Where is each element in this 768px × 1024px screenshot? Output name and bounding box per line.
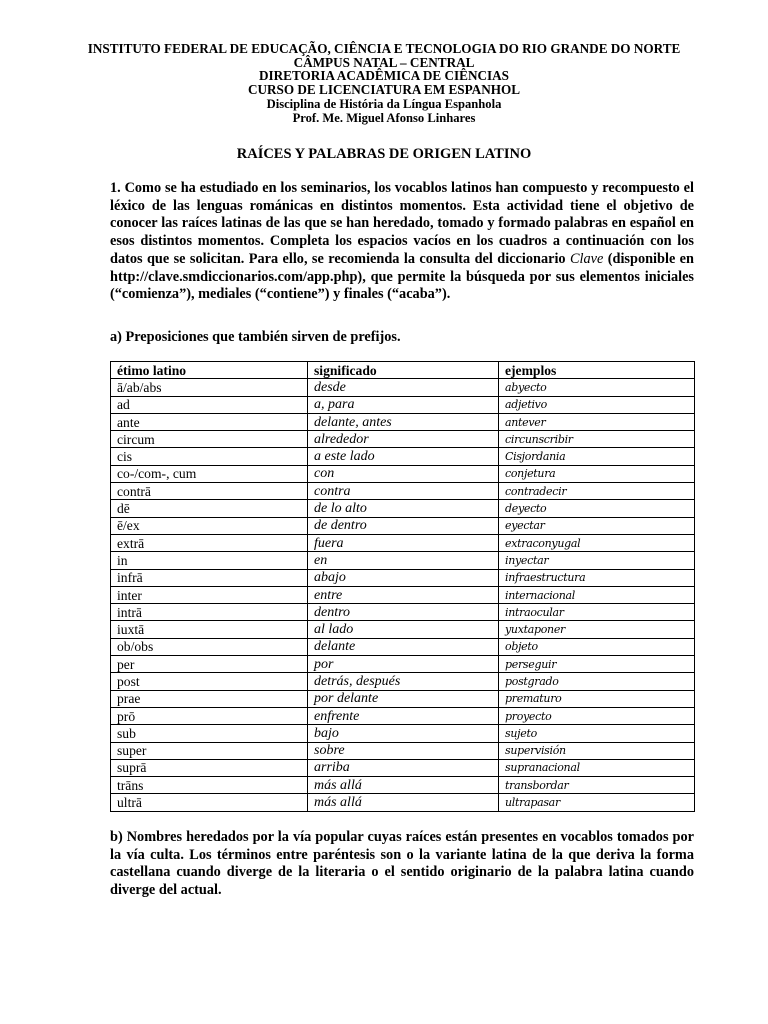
table-row xyxy=(111,431,695,448)
etymon-cell: infrā xyxy=(111,569,308,586)
etymon-cell: per xyxy=(111,656,308,673)
meaning-cell: desde xyxy=(308,379,499,396)
meaning-cell: a este lado xyxy=(308,448,499,465)
example-cell: conjetura xyxy=(499,465,695,482)
meaning-cell: sobre xyxy=(308,742,499,759)
table-header-row xyxy=(111,362,695,379)
meaning-cell: de dentro xyxy=(308,517,499,534)
table-row xyxy=(111,517,695,534)
etymon-cell: cis xyxy=(111,448,308,465)
table-body xyxy=(111,379,695,811)
meaning-cell: entre xyxy=(308,586,499,603)
table-row xyxy=(111,413,695,430)
table-row xyxy=(111,794,695,811)
etymon-cell: intrā xyxy=(111,604,308,621)
meaning-cell: al lado xyxy=(308,621,499,638)
example-cell: supervisión xyxy=(499,742,695,759)
meaning-cell: contra xyxy=(308,483,499,500)
table-row xyxy=(111,742,695,759)
meaning-cell: alrededor xyxy=(308,431,499,448)
campus-name: CÂMPUS NATAL – CENTRAL xyxy=(293,54,475,70)
table-row xyxy=(111,379,695,396)
etymon-cell: post xyxy=(111,673,308,690)
meaning-cell: con xyxy=(308,465,499,482)
etymon-cell: ā/ab/abs xyxy=(111,379,308,396)
example-cell: sujeto xyxy=(499,725,695,742)
example-cell: infraestructura xyxy=(499,569,695,586)
table-row xyxy=(111,656,695,673)
professor-name: Prof. Me. Miguel Afonso Linhares xyxy=(292,110,476,125)
example-cell: intraocular xyxy=(499,604,695,621)
section-b-paragraph: b) Nombres heredados por la vía popular cuyas raíces están presentes en vocablos tomados por la vía culta. Los términos entre paréntesis son o la variante latina de la que deriva la forma castellana cuando diverge de la literaria o el sentido originario de la palabra latina cuando diverge del actual. xyxy=(110,829,694,899)
etymon-cell: ante xyxy=(111,413,308,430)
etymon-cell: trāns xyxy=(111,777,308,794)
table-row xyxy=(111,673,695,690)
etymon-cell: ē/ex xyxy=(111,517,308,534)
etymon-cell: ad xyxy=(111,396,308,413)
meaning-cell: por delante xyxy=(308,690,499,707)
table-row xyxy=(111,777,695,794)
table-row xyxy=(111,759,695,776)
example-cell: abyecto xyxy=(499,379,695,396)
table-row xyxy=(111,725,695,742)
column-header-etymon: étimo latino xyxy=(111,362,308,379)
table-row xyxy=(111,621,695,638)
example-cell: postgrado xyxy=(499,673,695,690)
example-cell: eyectar xyxy=(499,517,695,534)
example-cell: circunscribir xyxy=(499,431,695,448)
example-cell: objeto xyxy=(499,638,695,655)
course-name: CURSO DE LICENCIATURA EM ESPANHOL xyxy=(247,82,521,98)
example-cell: yuxtaponer xyxy=(499,621,695,638)
table-row xyxy=(111,534,695,551)
meaning-cell: más allá xyxy=(308,794,499,811)
etymon-cell: circum xyxy=(111,431,308,448)
table-row xyxy=(111,465,695,482)
example-cell: supranacional xyxy=(499,759,695,776)
meaning-cell: más allá xyxy=(308,777,499,794)
meaning-cell: detrás, después xyxy=(308,673,499,690)
table-row xyxy=(111,396,695,413)
example-cell: proyecto xyxy=(499,707,695,724)
meaning-cell: en xyxy=(308,552,499,569)
example-cell: contradecir xyxy=(499,483,695,500)
table-row xyxy=(111,448,695,465)
meaning-cell: dentro xyxy=(308,604,499,621)
institution-name: INSTITUTO FEDERAL DE EDUCAÇÃO, CIÊNCIA E TECNOLOGIA DO RIO GRANDE DO NORTE xyxy=(87,41,681,56)
etymon-cell: in xyxy=(111,552,308,569)
column-header-examples: ejemplos xyxy=(499,362,695,379)
table-row xyxy=(111,707,695,724)
table-row xyxy=(111,690,695,707)
etymon-cell: co-/com-, cum xyxy=(111,465,308,482)
etymology-table xyxy=(110,361,695,812)
etymon-cell: contrā xyxy=(111,483,308,500)
directorate-name: DIRETORIA ACADÊMICA DE CIÊNCIAS xyxy=(259,68,509,84)
dictionary-name: Clave xyxy=(569,250,604,267)
etymon-cell: prae xyxy=(111,690,308,707)
meaning-cell: delante xyxy=(308,638,499,655)
column-header-meaning: significado xyxy=(308,362,499,379)
etymon-cell: prō xyxy=(111,707,308,724)
meaning-cell: a, para xyxy=(308,396,499,413)
meaning-cell: bajo xyxy=(308,725,499,742)
etymon-cell: suprā xyxy=(111,759,308,776)
etymon-cell: iuxtā xyxy=(111,621,308,638)
table-row xyxy=(111,552,695,569)
etymon-cell: inter xyxy=(111,586,308,603)
table-row xyxy=(111,638,695,655)
etymon-cell: sub xyxy=(111,725,308,742)
table-row xyxy=(111,569,695,586)
etymon-cell: super xyxy=(111,742,308,759)
table-row xyxy=(111,500,695,517)
etymon-cell: dē xyxy=(111,500,308,517)
meaning-cell: por xyxy=(308,656,499,673)
meaning-cell: de lo alto xyxy=(308,500,499,517)
example-cell: ultrapasar xyxy=(499,794,695,811)
example-cell: inyectar xyxy=(499,552,695,569)
meaning-cell: arriba xyxy=(308,759,499,776)
intro-paragraph xyxy=(110,180,694,304)
meaning-cell: delante, antes xyxy=(308,413,499,430)
meaning-cell: enfrente xyxy=(308,707,499,724)
intro-text-part2: (disponible en http://clave.smdiccionarios.com/app.php), que permite la búsqueda por sus elementos iniciales (“comienza”), mediales (“contiene”) y finales (“acaba”). xyxy=(110,250,694,303)
etymon-cell: extrā xyxy=(111,534,308,551)
discipline-name: Disciplina de História da Língua Espanhola xyxy=(266,96,502,111)
table-row xyxy=(111,483,695,500)
example-cell: prematuro xyxy=(499,690,695,707)
example-cell: perseguir xyxy=(499,656,695,673)
meaning-cell: fuera xyxy=(308,534,499,551)
document-title: RAÍCES Y PALABRAS DE ORIGEN LATINO xyxy=(236,146,532,162)
example-cell: antever xyxy=(499,413,695,430)
example-cell: transbordar xyxy=(499,777,695,794)
example-cell: extraconyugal xyxy=(499,534,695,551)
section-a-heading: a) Preposiciones que también sirven de prefijos. xyxy=(110,329,401,345)
example-cell: Cisjordania xyxy=(499,448,695,465)
table-row xyxy=(111,586,695,603)
etymon-cell: ultrā xyxy=(111,794,308,811)
meaning-cell: abajo xyxy=(308,569,499,586)
example-cell: adjetivo xyxy=(499,396,695,413)
document-header xyxy=(0,42,768,125)
intro-text-part1: 1. Como se ha estudiado en los seminarios, los vocablos latinos han compuesto y recompuesto el léxico de las lenguas románicas en distintos momentos. Esta actividad tiene el objetivo de conocer las raíces latinas de las que se han heredado, tomado y formado palabras en español en esos distintos momentos. Completa los espacios vacíos en los cuadros a continuación con los datos que se solicitan. Para ello, se recomienda la consulta del diccionario xyxy=(110,180,694,267)
etymon-cell: ob/obs xyxy=(111,638,308,655)
example-cell: deyecto xyxy=(499,500,695,517)
table-row xyxy=(111,604,695,621)
example-cell: internacional xyxy=(499,586,695,603)
